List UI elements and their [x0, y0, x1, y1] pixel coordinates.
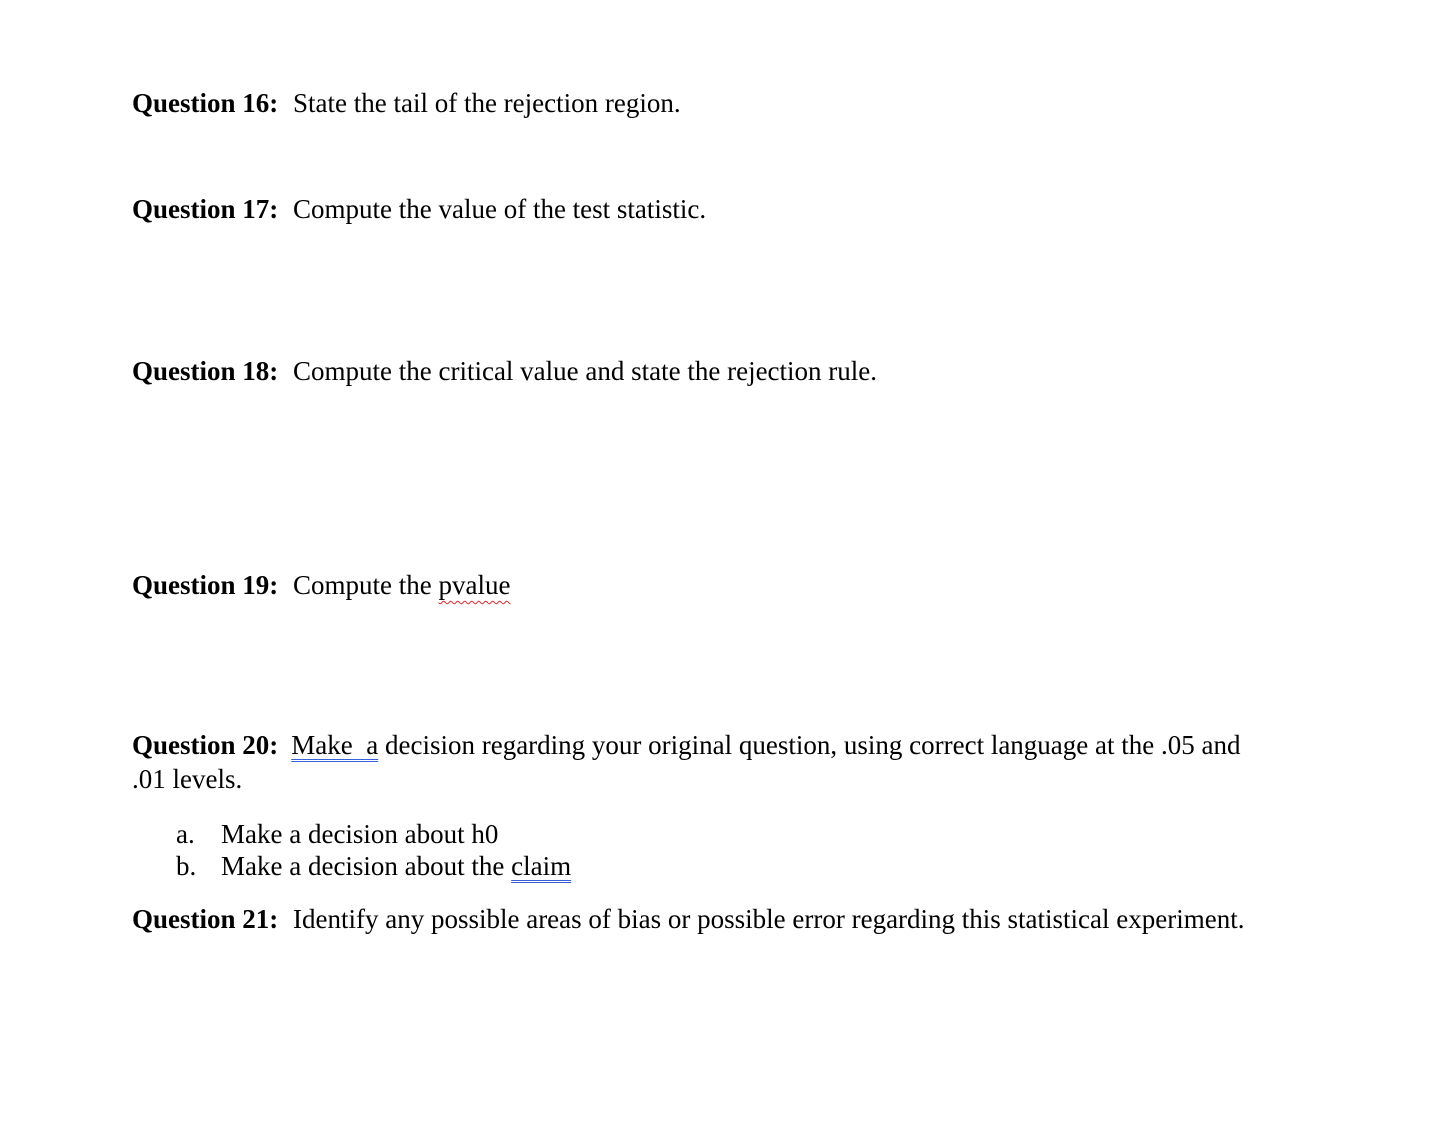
question-label: Question 17:: [132, 194, 279, 224]
list-marker: a.: [176, 819, 195, 849]
question-20: [132, 728, 1272, 796]
question-21: [132, 902, 1244, 936]
spelling-flagged-word[interactable]: pvalue: [438, 570, 511, 600]
question-19: [132, 568, 510, 602]
question-text: State the tail of the rejection region.: [293, 88, 681, 118]
question-label: Question 20:: [132, 730, 279, 760]
question-text: Compute the critical value and state the rejection rule.: [293, 356, 878, 386]
list-item: [176, 850, 571, 882]
question-text: Compute the value of the test statistic.: [293, 194, 707, 224]
grammar-flagged-phrase[interactable]: Make a: [291, 730, 379, 760]
list-marker: b.: [176, 851, 197, 881]
question-text: Identify any possible areas of bias or possible error regarding this statistical experiment.: [293, 904, 1245, 934]
list-item-text: Make a decision about the: [221, 851, 512, 881]
question-16: [132, 86, 681, 120]
question-text: decision regarding your original question, using correct language at the .05 and: [378, 730, 1241, 760]
question-label: Question 21:: [132, 904, 279, 934]
question-text-continued: .01 levels.: [132, 764, 243, 794]
question-18: [132, 354, 877, 388]
question-label: Question 19:: [132, 570, 279, 600]
question-label: Question 18:: [132, 356, 279, 386]
question-17: [132, 192, 706, 226]
list-item: [176, 818, 498, 850]
question-label: Question 16:: [132, 88, 279, 118]
grammar-flagged-word[interactable]: claim: [511, 851, 572, 881]
list-item-text: Make a decision about h0: [221, 819, 499, 849]
question-text: Compute the: [293, 570, 439, 600]
